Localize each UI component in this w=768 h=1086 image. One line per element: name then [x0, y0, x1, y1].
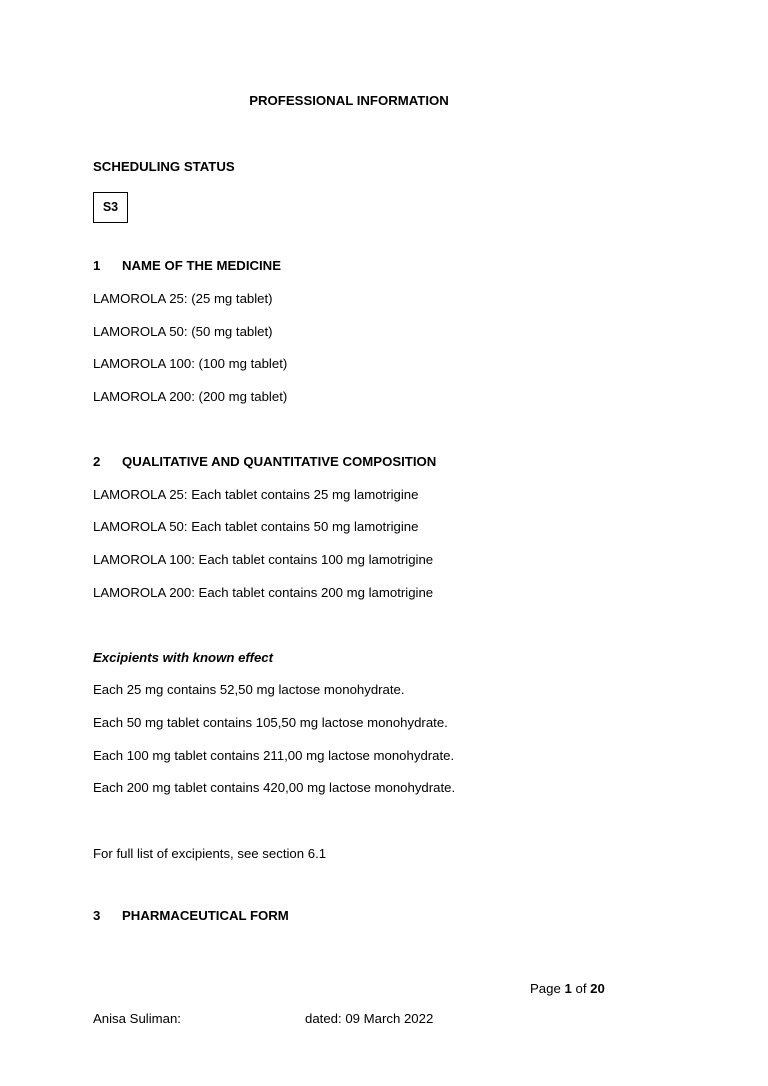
text-line: Each 25 mg contains 52,50 mg lactose monohydrate. — [93, 682, 405, 697]
text-line: LAMOROLA 200: (200 mg tablet) — [93, 389, 288, 404]
page-label: Page — [530, 981, 561, 996]
page-of: of — [575, 981, 587, 996]
text-line: LAMOROLA 100: (100 mg tablet) — [93, 356, 288, 371]
footer-date: dated: 09 March 2022 — [305, 1011, 434, 1026]
scheduling-status-box: S3 — [93, 192, 128, 223]
text-line: Each 50 mg tablet contains 105,50 mg lactose monohydrate. — [93, 715, 448, 730]
text-line: LAMOROLA 200: Each tablet contains 200 mg lamotrigine — [93, 585, 434, 600]
section-title: PHARMACEUTICAL FORM — [122, 908, 289, 923]
scheduling-status-heading: SCHEDULING STATUS — [93, 159, 235, 174]
text-line: LAMOROLA 25: (25 mg tablet) — [93, 291, 273, 306]
footer-author: Anisa Suliman: — [93, 1011, 181, 1026]
section-3-heading — [93, 908, 289, 924]
page-total: 20 — [590, 981, 605, 996]
text-line: LAMOROLA 100: Each tablet contains 100 mg lamotrigine — [93, 552, 434, 567]
page-number — [530, 981, 605, 997]
section-number: 1 — [93, 258, 101, 273]
text-line: LAMOROLA 25: Each tablet contains 25 mg lamotrigine — [93, 487, 419, 502]
text-line: LAMOROLA 50: Each tablet contains 50 mg lamotrigine — [93, 519, 419, 534]
section-1-heading — [93, 258, 281, 274]
section-number: 2 — [93, 454, 101, 469]
section-number: 3 — [93, 908, 101, 923]
text-line: LAMOROLA 50: (50 mg tablet) — [93, 324, 273, 339]
section-title: QUALITATIVE AND QUANTITATIVE COMPOSITION — [122, 454, 437, 469]
excipients-heading: Excipients with known effect — [93, 650, 274, 665]
excipients-note: For full list of excipients, see section 6.1 — [93, 846, 327, 861]
page-current: 1 — [564, 981, 572, 996]
section-2-heading — [93, 454, 436, 470]
section-title: NAME OF THE MEDICINE — [122, 258, 281, 273]
text-line: Each 100 mg tablet contains 211,00 mg lactose monohydrate. — [93, 748, 455, 763]
text-line: Each 200 mg tablet contains 420,00 mg lactose monohydrate. — [93, 780, 456, 795]
document-title: PROFESSIONAL INFORMATION — [249, 93, 449, 108]
